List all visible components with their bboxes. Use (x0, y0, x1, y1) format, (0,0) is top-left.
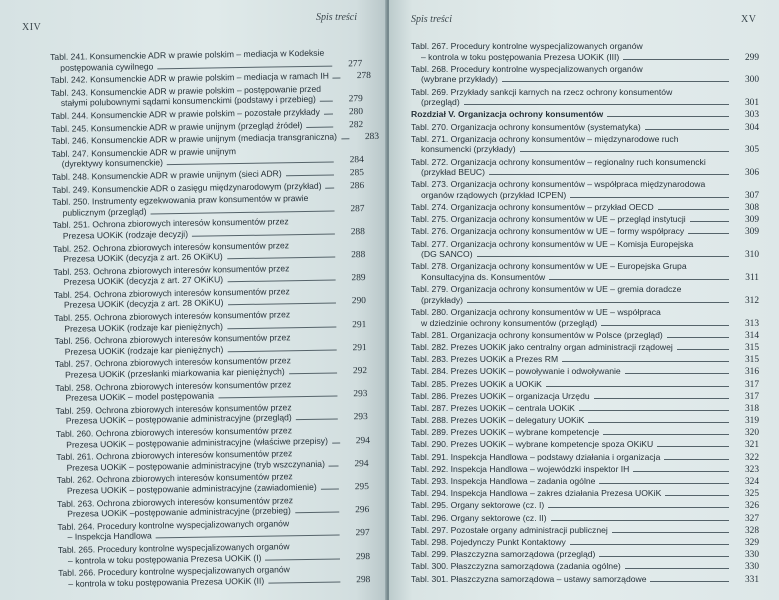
leader-line (570, 197, 729, 198)
toc-page-number: 284 (349, 155, 364, 166)
running-head: Spis treści (411, 14, 453, 25)
toc-entry-title: Tabl. 271. Organizacja ochrony konsumentów – międzynarodowe ruch (411, 133, 679, 144)
leader-line (658, 209, 729, 210)
leader-line (332, 442, 340, 443)
toc-entry (411, 354, 759, 366)
toc-entry-title: Tabl. 242. Konsumenckie ADR w prawie polskim – mediacja w ramach IH (50, 70, 329, 86)
toc-page-number: 329 (744, 537, 759, 548)
toc-page-number: 280 (348, 107, 364, 118)
leader-line (562, 361, 729, 362)
toc-page-number: 286 (349, 180, 365, 191)
chapter-heading-entry (411, 109, 759, 121)
toc-entry-title: Prezesa UOKiK (decyzja z art. 26 OKiKU) (63, 251, 223, 264)
toc-entry (411, 574, 759, 586)
toc-page-number: 317 (744, 379, 759, 390)
leader-line (151, 210, 335, 214)
leader-line (599, 483, 729, 484)
leader-line (549, 279, 729, 280)
toc-entry-title: Tabl. 273. Organizacja ochrony konsumentów – współpraca międzynarodowa (411, 179, 706, 190)
toc-page-number: 293 (353, 389, 368, 400)
toc-entry (411, 549, 759, 561)
toc-entry-title: Tabl. 255. Ochrona zbiorowych interesów konsumentów przez (54, 309, 291, 324)
leader-line (594, 398, 729, 399)
toc-page-number: 314 (744, 330, 759, 341)
toc-entry (411, 525, 759, 537)
toc-entry (411, 366, 759, 378)
leader-line (464, 104, 729, 105)
leader-line (167, 162, 334, 166)
toc-entry-title: Tabl. 289. Prezes UOKiK – wybrane kompetencje (411, 427, 600, 438)
toc-entry-title: Tabl. 287. Prezes UOKiK – centrala UOKiK (411, 402, 575, 413)
leader-line (665, 495, 729, 496)
toc-entry-title: Tabl. 295. Organy sektorowe (cz. I) (411, 500, 545, 511)
toc-entry (411, 202, 759, 214)
toc-entry-title: Tabl. 251. Ochrona zbiorowych interesów konsumentów przez (52, 216, 289, 231)
toc-entry-title: – kontrola w toku postępowania Prezesa UOKiK (II) (68, 575, 265, 589)
toc-entry-title: Prezesa UOKiK –postępowanie administracyjne (przebieg) (67, 505, 291, 519)
toc-entry-title: Tabl. 282. Prezes UOKiK jako centralny organ administracji rządowej (411, 341, 673, 352)
toc-page-number: 294 (355, 435, 370, 446)
leader-line (633, 471, 729, 472)
toc-entry-title: Tabl. 300. Płaszczyzna samorządowa (zadania ogólne) (411, 561, 621, 572)
toc-entry (411, 415, 759, 427)
toc-entry-title: Tabl. 245. Konsumenckie ADR w prawie unijnym (przegląd źródeł) (51, 119, 303, 134)
leader-line (467, 302, 729, 303)
leader-line (218, 396, 337, 399)
toc-page-number: 288 (351, 250, 366, 261)
toc-entry-title: Tabl. 278. Organizacja ochrony konsumentów w UE – Europejska Grupa (411, 261, 687, 272)
toc-entry-title: Tabl. 290. Prezes UOKiK – wybrane kompetencje spoza OKiKU (411, 439, 654, 450)
leader-line (296, 419, 338, 421)
toc-entry (411, 513, 759, 525)
toc-entry-title: Tabl. 248. Konsumenckie ADR w prawie unijnym (sieci ADR) (51, 168, 282, 182)
toc-entry-title: Prezesa UOKiK (decyzja z art. 27 OKiKU) (63, 274, 224, 288)
toc-page-number: 321 (744, 440, 759, 451)
leader-line (295, 512, 339, 514)
page-number: XIV (22, 22, 42, 33)
toc-page-number: 324 (744, 477, 759, 487)
toc-entry (411, 403, 759, 415)
toc-entry (411, 342, 759, 354)
toc-entry-title: w dziedzinie ochrony konsumentów (przegląd) (421, 317, 598, 328)
toc-entry-title: Tabl. 297. Pozostałe organy administracji publicznej (411, 524, 608, 535)
toc-page-number: 331 (744, 574, 759, 585)
toc-entry (411, 122, 759, 134)
toc-entry-title: Tabl. 261. Ochrona zbiorowych interesów konsumentów przez (56, 448, 293, 463)
leader-line (625, 568, 729, 569)
leader-line (333, 78, 341, 79)
leader-line (607, 116, 729, 117)
toc-entry-title: publicznym (przegląd) (62, 206, 147, 218)
toc-entry-title: Tabl. 254. Ochrona zbiorowych interesów konsumentów przez (53, 286, 290, 300)
toc-page-number: 291 (352, 319, 367, 330)
toc-entry-title: konsumencki (przykłady) (421, 144, 516, 155)
leader-line (650, 581, 729, 582)
toc-entry-title: Prezesa UOKiK (przesłanki miarkowania kar pieniężnych) (64, 366, 285, 380)
toc-entry-title: (dyrektywy konsumenckie) (61, 157, 164, 170)
toc-entry-title: Tabl. 292. Inspekcja Handlowa – wojewódzki inspektor IH (411, 463, 630, 474)
leader-line (192, 233, 335, 236)
toc-page-number: 317 (744, 391, 759, 402)
toc-entry-title: – kontrola w toku postępowania Prezesa UOKiK (III) (421, 51, 620, 62)
toc-page-number: 327 (744, 513, 759, 524)
leader-line (227, 349, 336, 352)
leader-line (579, 410, 729, 411)
toc-entry-title: stałymi polubownymi sądami konsumenckimi (podstawy i przebieg) (60, 94, 316, 109)
toc-entry-title: Tabl. 259. Ochrona zbiorowych interesów konsumentów przez (55, 402, 292, 416)
toc-entry-title: Tabl. 276. Organizacja ochrony konsumentów w UE – formy współpracy (411, 226, 685, 237)
toc-page-number: 326 (744, 501, 759, 512)
toc-entry-title: – kontrola w toku postępowania Prezesa UOKiK (I) (67, 552, 262, 566)
toc-entry (58, 563, 370, 590)
toc-entry-title: Prezesa UOKiK – model postępowania (65, 390, 215, 404)
leader-line (603, 434, 729, 435)
leader-line (227, 326, 336, 329)
leader-line (157, 65, 332, 69)
leader-line (321, 488, 339, 489)
toc-page-number: 282 (349, 119, 364, 130)
toc-entry (411, 476, 759, 488)
toc-page-number: 306 (744, 168, 759, 179)
toc-page-number: 307 (744, 190, 759, 201)
toc-entry-title: Tabl. 241. Konsumenckie ADR w prawie polskim – mediacja w Kodeksie (50, 47, 325, 62)
toc-entry-title: Tabl. 285. Prezes UOKiK a UOKiK (411, 378, 542, 389)
toc-entry-title: Tabl. 293. Inspekcja Handlowa – zadania ogólne (411, 476, 596, 486)
leader-line (227, 280, 335, 283)
toc-page-number: 309 (744, 215, 759, 226)
toc-entry (411, 214, 759, 226)
toc-entry-title: Prezesa UOKiK (rodzaje kar pieniężnych) (64, 320, 223, 334)
toc-entry (411, 307, 759, 329)
leader-line (599, 556, 729, 557)
toc-page-number: 298 (356, 574, 371, 585)
toc-page-number: 299 (744, 52, 759, 63)
toc-page-number: 278 (356, 71, 371, 82)
toc-page-number: 289 (351, 273, 366, 284)
toc-entry-title: (przykład BEUC) (421, 167, 485, 178)
leader-line (341, 138, 349, 139)
toc-entry (411, 439, 759, 451)
toc-entry-title: Prezesa UOKiK (decyzja z art. 28 OKiKU) (63, 297, 224, 311)
toc-entry-title: Konsultacyjna ds. Konsumentów (421, 272, 546, 282)
toc-page-number: 323 (744, 464, 759, 475)
toc-entry-title: Tabl. 256. Ochrona zbiorowych interesów konsumentów przez (54, 332, 291, 347)
toc-page-number: 288 (350, 226, 365, 238)
toc-entry-title: Tabl. 291. Inspekcja Handlowa – podstawy działania i organizacja (411, 451, 661, 462)
toc-page-number: 301 (744, 98, 759, 109)
toc-entry-title: Tabl. 268. Procedury kontrolne wyspecjalizowanych organów (411, 63, 643, 74)
toc-page-number: 290 (351, 296, 367, 307)
toc-page-number: 319 (744, 416, 759, 427)
toc-entry-title: Tabl. 281. Organizacja ochrony konsumentów w Polsce (przegląd) (411, 329, 663, 340)
leader-line (228, 303, 336, 306)
table-of-contents-list (411, 41, 759, 586)
toc-entry-title: Prezesa UOKiK – postępowanie administracyjne (przegląd) (65, 412, 292, 427)
toc-entry-title: Tabl. 275. Organizacja ochrony konsumentów w UE – przegląd instytucji (411, 214, 686, 225)
toc-entry-title: Prezesa UOKiK – postępowanie administracyjne (tryb wszczynania) (66, 458, 325, 473)
toc-entry-title: (wybrane przykłady) (421, 74, 498, 85)
toc-entry-title: Tabl. 269. Przykłady sankcji karnych na rzecz ochrony konsumentów (411, 86, 673, 97)
leader-line (289, 373, 337, 375)
toc-page-number: 320 (744, 428, 759, 439)
toc-entry (411, 134, 759, 156)
toc-entry-title: Tabl. 280. Organizacja ochrony konsumentów w UE – współpraca (411, 306, 661, 317)
leader-line (588, 422, 729, 423)
toc-page-number: 279 (348, 94, 363, 105)
leader-line (551, 520, 729, 521)
leader-line (612, 532, 729, 533)
toc-entry-title: Tabl. 294. Inspekcja Handlowa – zakres działania Prezesa UOKiK (411, 488, 662, 499)
toc-entry-title: Tabl. 301. Płaszczyzna samorządowa – ustawy samorządowe (411, 573, 647, 584)
table-of-contents-list (50, 47, 380, 591)
toc-entry-title: Tabl. 258. Ochrona zbiorowych interesów konsumentów przez (55, 378, 292, 393)
toc-entry-title: Tabl. 298. Pojedynczy Punkt Kontaktowy (411, 536, 566, 547)
toc-entry-title: (DG SANCO) (421, 249, 473, 260)
toc-entry-title: Prezesa UOKiK (rodzaje decyzji) (62, 228, 189, 241)
toc-entry-title: organów rządowych (przykład ICPEN) (421, 189, 567, 200)
toc-page-number: 330 (744, 562, 759, 573)
toc-entry-title: Prezesa UOKiK – postępowanie administracyjne (właściwe przepisy) (66, 435, 328, 450)
toc-entry-title: Tabl. 296. Organy sektorowe (cz. II) (411, 512, 547, 523)
toc-entry-title: Tabl. 288. Prezes UOKiK – delegatury UOKiK (411, 415, 585, 426)
toc-entry-title: Prezesa UOKiK – postępowanie administracyjne (zawiadomienie) (66, 481, 317, 496)
toc-entry-title: Tabl. 260. Ochrona zbiorowych interesów konsumentów przez (55, 425, 293, 439)
toc-entry-title: Tabl. 265. Procedury kontrolne wyspecjalizowanych organów (57, 541, 290, 555)
toc-entry (411, 226, 759, 238)
leader-line (601, 325, 729, 326)
toc-entry (411, 179, 759, 201)
toc-entry (411, 427, 759, 439)
toc-page-number: 328 (744, 525, 759, 536)
toc-entry-title: – Inspekcja Handlowa (67, 530, 152, 543)
toc-entry (411, 537, 759, 549)
leader-line (546, 386, 729, 387)
toc-page-number: 300 (744, 75, 759, 86)
toc-page-number: 315 (744, 342, 759, 353)
leader-line (688, 233, 729, 234)
leader-line (265, 558, 340, 560)
leader-line (324, 114, 333, 115)
running-head: Spis treści (316, 12, 358, 23)
leader-line (227, 257, 335, 260)
leader-line (326, 187, 335, 188)
toc-entry-title: Tabl. 286. Prezes UOKiK – organizacja Urzędu (411, 390, 590, 401)
toc-page-number: 295 (354, 482, 369, 493)
toc-page-number: 322 (744, 452, 759, 463)
toc-entry-title: Tabl. 253. Ochrona zbiorowych interesów konsumentów przez (53, 262, 290, 277)
leader-line (645, 129, 729, 130)
toc-entry (411, 452, 759, 464)
toc-entry-title: Tabl. 247. Konsumenckie ADR w prawie unijnym (51, 145, 237, 159)
toc-entry (411, 561, 759, 573)
leader-line (677, 349, 729, 350)
leader-line (286, 174, 334, 176)
toc-entry (411, 488, 759, 500)
toc-page-number: 325 (744, 489, 759, 500)
toc-page-number: 330 (744, 550, 759, 561)
toc-page-number: 311 (745, 273, 759, 283)
toc-entry (411, 391, 759, 403)
toc-entry (411, 157, 759, 179)
toc-page-number: 318 (744, 403, 759, 414)
toc-page-number: 293 (353, 412, 368, 423)
leader-line (156, 535, 340, 539)
toc-page-number: 316 (744, 367, 759, 378)
toc-entry-title: Prezesa UOKiK (rodzaje kar pieniężnych) (64, 344, 224, 357)
toc-page-number: 312 (744, 295, 759, 306)
toc-entry (411, 500, 759, 512)
toc-entry-title: Tabl. 283. Prezes UOKiK a Prezes RM (411, 354, 559, 365)
toc-page-number: 297 (355, 528, 370, 539)
toc-entry-title: Tabl. 270. Organizacja ochrony konsumentów (systematyka) (411, 121, 641, 132)
toc-page-number: 294 (354, 458, 369, 470)
toc-entry (411, 261, 759, 283)
leader-line (625, 373, 729, 374)
toc-entry-title: (przykłady) (421, 294, 464, 305)
toc-entry (411, 239, 759, 261)
toc-page-number: 305 (744, 145, 759, 156)
toc-page-number: 283 (364, 131, 380, 143)
left-page (0, 0, 387, 600)
toc-page-number: 292 (352, 366, 368, 377)
toc-page-number: 315 (744, 355, 759, 366)
toc-entry-title: Tabl. 243. Konsumenckie ADR w prawie polskim – postępowanie przed (50, 83, 322, 98)
toc-entry (411, 87, 759, 109)
toc-entry-title: Tabl. 266. Procedury kontrolne wyspecjalizowanych organów (58, 564, 290, 579)
leader-line (320, 101, 333, 102)
leader-line (306, 126, 333, 127)
toc-page-number: 309 (744, 227, 759, 238)
toc-entry-title: Tabl. 277. Organizacja ochrony konsumentów w UE – Komisja Europejska (411, 238, 694, 249)
leader-line (329, 465, 339, 466)
toc-entry-title: Tabl. 299. Płaszczyzna samorządowa (przegląd) (411, 549, 596, 560)
toc-page-number: 310 (744, 250, 759, 261)
toc-entry-title: Tabl. 272. Organizacja ochrony konsumentów – regionalny ruch konsumencki (411, 156, 706, 167)
leader-line (570, 544, 729, 545)
leader-line (548, 507, 729, 508)
toc-entry (411, 379, 759, 391)
toc-entry-title: Tabl. 279. Organizacja ochrony konsumentów w UE – gremia doradcze (411, 284, 682, 295)
toc-page-number: 303 (744, 110, 759, 121)
toc-page-number: 313 (744, 318, 759, 329)
toc-page-number: 308 (744, 203, 759, 214)
toc-entry-title: Tabl. 244. Konsumenckie ADR w prawie polskim – pozostałe przykłady (50, 106, 320, 121)
toc-entry (411, 330, 759, 342)
toc-entry-title: Tabl. 284. Prezes UOKiK – powoływanie i odwoływanie (411, 366, 621, 377)
toc-entry-title: Tabl. 257. Ochrona zbiorowych interesów konsumentów przez (54, 355, 291, 370)
toc-page-number: 291 (352, 342, 367, 354)
leader-line (502, 81, 729, 82)
toc-entry-title: (przegląd) (421, 97, 460, 108)
toc-page-number: 298 (355, 551, 371, 562)
toc-entry-title: Tabl. 267. Procedury kontrolne wyspecjalizowanych organów (411, 41, 643, 51)
toc-page-number: 285 (349, 168, 365, 179)
toc-page-number: 296 (355, 505, 370, 516)
leader-line (477, 256, 729, 257)
toc-page-number: 287 (350, 203, 365, 215)
toc-entry-title: Tabl. 262. Ochrona zbiorowych interesów konsumentów przez (56, 471, 293, 486)
toc-entry-title: Tabl. 274. Organizacja ochrony konsumentów – przykład OECD (411, 202, 654, 213)
toc-entry-title: Tabl. 263. Ochrona zbiorowych interesów konsumentów przez (57, 494, 294, 509)
toc-entry (411, 464, 759, 476)
page-number: XV (741, 14, 757, 25)
toc-entry-title: Tabl. 252. Ochrona zbiorowych interesów konsumentów przez (53, 239, 290, 254)
leader-line (690, 221, 729, 222)
toc-page-number: 304 (744, 122, 759, 133)
leader-line (520, 151, 729, 152)
leader-line (657, 446, 729, 447)
toc-entry-title: Tabl. 249. Konsumenckie ADR o zasięgu międzynarodowym (przykład) (52, 180, 322, 195)
leader-line (489, 174, 729, 175)
toc-entry-title: postępowania cywilnego (60, 60, 154, 73)
toc-entry (411, 41, 759, 63)
leader-line (667, 337, 729, 338)
toc-entry (411, 284, 759, 306)
toc-entry-title: Rozdział V. Organizacja ochrony konsumentów (411, 109, 604, 120)
leader-line (623, 59, 729, 60)
leader-line (268, 581, 340, 583)
toc-entry-title: Tabl. 264. Procedury kontrolne wyspecjalizowanych organów (57, 518, 290, 532)
toc-entry (411, 64, 759, 86)
toc-page-number: 277 (348, 58, 363, 69)
leader-line (664, 459, 729, 460)
toc-entry-title: Tabl. 246. Konsumenckie ADR w prawie unijnym (mediacja transgraniczna) (51, 131, 338, 147)
toc-entry-title: Tabl. 250. Instrumenty egzekwowania praw konsumentów w prawie (52, 193, 309, 208)
